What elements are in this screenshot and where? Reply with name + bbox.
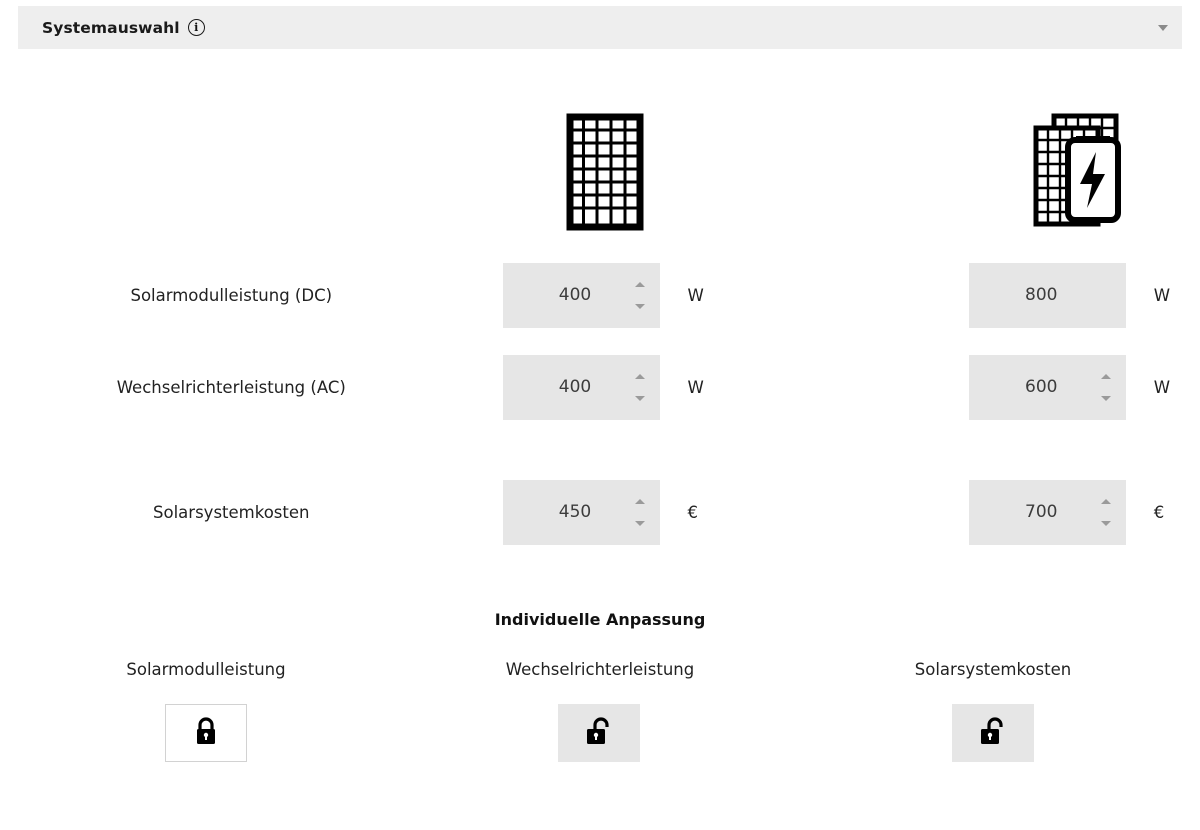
row-1-column-a: [503, 355, 734, 420]
stepper-down-icon[interactable]: [1101, 396, 1111, 401]
lock-toggle-inverter[interactable]: [558, 704, 640, 762]
stepper-arrows[interactable]: [632, 355, 648, 420]
input-value: 400: [558, 377, 592, 397]
unit-label: W: [687, 285, 704, 305]
system-cost-input-a[interactable]: [503, 480, 660, 545]
custom-section-lock-buttons: [0, 704, 1200, 830]
stepper-arrows[interactable]: [1098, 480, 1114, 545]
unit-label: W: [1153, 285, 1171, 305]
lock-open-icon: [978, 716, 1008, 750]
unit-label: €: [687, 502, 698, 522]
column-a-icon-cell: [485, 107, 725, 237]
unit-label: W: [1153, 377, 1171, 397]
stepper-arrows[interactable]: [632, 480, 648, 545]
field-group: [503, 480, 699, 545]
info-icon[interactable]: i: [188, 19, 205, 36]
input-value: 600: [1025, 377, 1058, 397]
input-value: 450: [558, 502, 592, 522]
chevron-down-icon[interactable]: [1158, 25, 1168, 31]
row-label: Wechselrichterleistung (AC): [116, 377, 346, 397]
input-value: 400: [558, 285, 592, 305]
column-b-icon-cell: [960, 107, 1200, 237]
stepper-down-icon[interactable]: [1101, 521, 1111, 526]
system-selection-panel: [0, 49, 1200, 781]
stepper-up-icon[interactable]: [635, 374, 645, 379]
system-cost-input-b[interactable]: [969, 480, 1126, 545]
custom-section-title: [0, 610, 1200, 629]
stepper-arrows[interactable]: [1098, 355, 1114, 420]
lock-open-icon: [584, 716, 614, 750]
row-label: Solarsystemkosten: [153, 502, 310, 522]
field-group: [503, 355, 704, 420]
field-group: [969, 480, 1165, 545]
solar-panel-battery-icon: [960, 107, 1200, 237]
solar-panel-icon: [485, 107, 725, 237]
row-0-column-a: [503, 263, 734, 328]
page-title: Systemauswahl: [42, 18, 180, 37]
lock-toggle-solar-module[interactable]: [165, 704, 247, 762]
stepper-up-icon[interactable]: [635, 499, 645, 504]
input-value: 700: [1025, 502, 1058, 522]
lock-toggle-system-cost[interactable]: [952, 704, 1034, 762]
solar-module-power-input-a[interactable]: [503, 263, 660, 328]
stepper-arrows[interactable]: [632, 263, 648, 328]
stepper-up-icon[interactable]: [1101, 499, 1111, 504]
field-group: [969, 263, 1170, 328]
stepper-down-icon[interactable]: [635, 521, 645, 526]
inverter-power-input-b[interactable]: [969, 355, 1126, 420]
lock-label-system-cost: Solarsystemkosten: [914, 660, 1072, 679]
table-row: [0, 479, 1200, 545]
custom-section-headers: [0, 660, 1200, 686]
stepper-down-icon[interactable]: [635, 304, 645, 309]
table-row: [0, 354, 1200, 420]
system-icons-row: [0, 104, 1200, 239]
custom-section-title-text: Individuelle Anpassung: [494, 610, 706, 629]
row-0-column-b: [969, 263, 1200, 328]
stepper-up-icon[interactable]: [635, 282, 645, 287]
unit-label: €: [1153, 502, 1165, 522]
row-1-column-b: [969, 355, 1200, 420]
table-row: [0, 262, 1200, 328]
stepper-down-icon[interactable]: [635, 396, 645, 401]
lock-label-solar-module: Solarmodulleistung: [126, 660, 286, 679]
row-2-column-a: [503, 480, 734, 545]
row-label: Solarmodulleistung (DC): [130, 285, 333, 305]
row-2-column-b: [969, 480, 1200, 545]
section-header[interactable]: [18, 6, 1182, 49]
solar-module-power-input-b[interactable]: [969, 263, 1126, 328]
unit-label: W: [687, 377, 704, 397]
stepper-up-icon[interactable]: [1101, 374, 1111, 379]
lock-closed-icon: [193, 716, 219, 750]
input-value: 800: [1025, 285, 1058, 305]
field-group: [969, 355, 1170, 420]
field-group: [503, 263, 704, 328]
lock-label-inverter: Wechselrichterleistung: [505, 660, 695, 679]
inverter-power-input-a[interactable]: [503, 355, 660, 420]
